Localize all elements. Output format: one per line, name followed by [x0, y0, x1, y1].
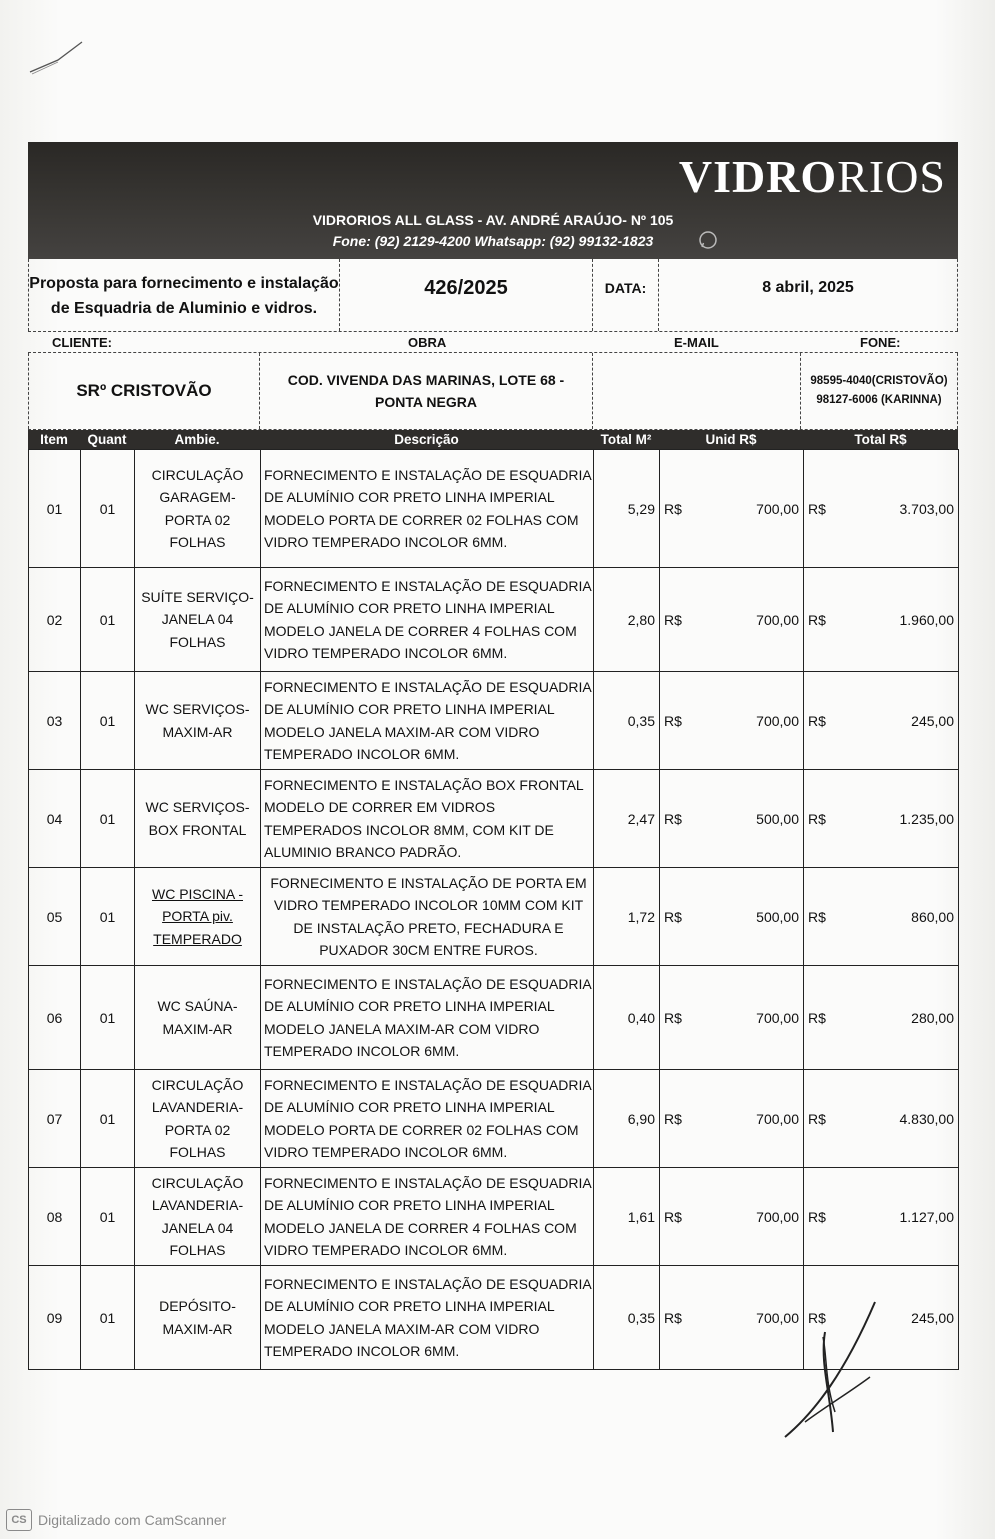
currency-symbol: R$ [808, 810, 826, 827]
col-quant: Quant [87, 432, 127, 447]
item-total [804, 568, 959, 672]
currency-symbol: R$ [664, 1009, 682, 1026]
item-total [804, 672, 959, 770]
currency-symbol: R$ [808, 1309, 826, 1326]
client-name: SRº CRISTOVÃO [28, 353, 260, 429]
item-description: FORNECIMENTO E INSTALAÇÃO DE PORTA EM VIDRO TEMPERADO INCOLOR 10MM COM KIT DE INSTALAÇÃO PRETO, FECHADURA E PUXADOR 30CM ENTRE FUROS. [261, 868, 594, 966]
item-number: 02 [29, 568, 81, 672]
item-total [804, 868, 959, 966]
total-price-value: 1.127,00 [899, 1208, 954, 1225]
col-ambiente: Ambie. [174, 432, 220, 447]
item-description: FORNECIMENTO E INSTALAÇÃO DE ESQUADRIA DE ALUMÍNIO COR PRETO LINHA IMPERIAL MODELO JANELA DE CORRER 4 FOLHAS COM VIDRO TEMPERADO INCOLOR 6MM. [261, 1168, 594, 1266]
item-total [804, 450, 959, 568]
currency-symbol: R$ [808, 712, 826, 729]
unit-price-value: 500,00 [756, 810, 799, 827]
email-label: E-MAIL [674, 335, 719, 350]
item-ambiente [135, 868, 261, 966]
item-quantity: 01 [81, 1070, 135, 1168]
date-label: DATA: [593, 259, 659, 331]
total-price-value: 1.960,00 [899, 611, 954, 628]
camscanner-logo: CS [6, 1509, 32, 1531]
currency-symbol: R$ [664, 810, 682, 827]
unit-price-value: 700,00 [756, 712, 799, 729]
client-phones [801, 353, 958, 429]
item-total-m2: 0,35 [594, 672, 660, 770]
item-total [804, 770, 959, 868]
unit-price-value: 700,00 [756, 1208, 799, 1225]
item-ambiente-text: WC PISCINA - PORTA piv. TEMPERADO [151, 885, 243, 947]
table-row [29, 568, 959, 672]
currency-symbol: R$ [664, 1208, 682, 1225]
item-ambiente: WC SERVIÇOS- MAXIM-AR [135, 672, 261, 770]
item-quantity: 01 [81, 672, 135, 770]
item-total [804, 1168, 959, 1266]
col-total-m2: Total M² [600, 432, 652, 447]
table-row [29, 672, 959, 770]
item-number: 04 [29, 770, 81, 868]
client-row [28, 353, 958, 430]
item-total-m2: 0,40 [594, 966, 660, 1070]
item-number: 07 [29, 1070, 81, 1168]
unit-price-value: 700,00 [756, 611, 799, 628]
currency-symbol: R$ [664, 1309, 682, 1326]
currency-symbol: R$ [664, 500, 682, 517]
item-unit-price [660, 568, 804, 672]
signature [775, 1282, 885, 1442]
currency-symbol: R$ [808, 1009, 826, 1026]
table-row [29, 1168, 959, 1266]
table-row [29, 868, 959, 966]
item-quantity: 01 [81, 568, 135, 672]
total-price-value: 1.235,00 [899, 810, 954, 827]
items-table [28, 449, 959, 1370]
item-description: FORNECIMENTO E INSTALAÇÃO DE ESQUADRIA DE ALUMÍNIO COR PRETO LINHA IMPERIAL MODELO PORTA DE CORRER 02 FOLHAS COM VIDRO TEMPERADO INCOLOR 6MM. [261, 1070, 594, 1168]
unit-price-value: 700,00 [756, 1110, 799, 1127]
item-total [804, 1070, 959, 1168]
client-phone-1: 98595-4040(CRISTOVÃO) [810, 375, 948, 387]
item-number: 06 [29, 966, 81, 1070]
company-header [28, 142, 958, 259]
item-number: 01 [29, 450, 81, 568]
company-contact: Fone: (92) 2129-4200 Whatsapp: (92) 99132-1823 [332, 233, 654, 249]
unit-price-value: 700,00 [756, 1309, 799, 1326]
currency-symbol: R$ [808, 611, 826, 628]
total-price-value: 245,00 [911, 712, 954, 729]
proposal-date: 8 abril, 2025 [659, 259, 958, 331]
item-ambiente: WC SAÚNA- MAXIM-AR [135, 966, 261, 1070]
proposal-info-row [28, 259, 958, 332]
item-quantity: 01 [81, 1168, 135, 1266]
item-description: FORNECIMENTO E INSTALAÇÃO DE ESQUADRIA DE ALUMÍNIO COR PRETO LINHA IMPERIAL MODELO JANELA DE CORRER 4 FOLHAS COM VIDRO TEMPERADO INCOLOR 6MM. [261, 568, 594, 672]
item-ambiente: CIRCULAÇÃO LAVANDERIA- JANELA 04 FOLHAS [135, 1168, 261, 1266]
total-price-value: 860,00 [911, 908, 954, 925]
col-unid: Unid R$ [705, 432, 757, 447]
table-row [29, 966, 959, 1070]
col-item: Item [40, 432, 68, 447]
item-total-m2: 5,29 [594, 450, 660, 568]
unit-price-value: 500,00 [756, 908, 799, 925]
item-ambiente: WC SERVIÇOS- BOX FRONTAL [135, 770, 261, 868]
item-total-m2: 6,90 [594, 1070, 660, 1168]
item-number: 05 [29, 868, 81, 966]
item-total [804, 966, 959, 1070]
item-description: FORNECIMENTO E INSTALAÇÃO DE ESQUADRIA DE ALUMÍNIO COR PRETO LINHA IMPERIAL MODELO JANELA MAXIM-AR COM VIDRO TEMPERADO INCOLOR 6MM. [261, 672, 594, 770]
total-price-value: 3.703,00 [899, 500, 954, 517]
table-row [29, 450, 959, 568]
item-unit-price [660, 770, 804, 868]
currency-symbol: R$ [664, 712, 682, 729]
item-quantity: 01 [81, 770, 135, 868]
currency-symbol: R$ [664, 611, 682, 628]
item-quantity: 01 [81, 1266, 135, 1370]
currency-symbol: R$ [664, 1110, 682, 1127]
item-description: FORNECIMENTO E INSTALAÇÃO DE ESQUADRIA DE ALUMÍNIO COR PRETO LINHA IMPERIAL MODELO PORTA DE CORRER 02 FOLHAS COM VIDRO TEMPERADO INCOLOR 6MM. [261, 450, 594, 568]
obra-label: OBRA [408, 335, 447, 350]
item-unit-price [660, 966, 804, 1070]
col-descricao: Descrição [394, 432, 459, 447]
total-price-value: 245,00 [911, 1309, 954, 1326]
unit-price-value: 700,00 [756, 1009, 799, 1026]
unit-price-value: 700,00 [756, 500, 799, 517]
currency-symbol: R$ [664, 908, 682, 925]
item-unit-price [660, 868, 804, 966]
whatsapp-icon [698, 230, 718, 250]
pen-mark [28, 40, 88, 80]
fone-label: FONE: [860, 335, 901, 350]
field-labels [28, 333, 958, 353]
item-number: 08 [29, 1168, 81, 1266]
item-total-m2: 2,80 [594, 568, 660, 672]
proposal-number: 426/2025 [340, 259, 593, 331]
company-address: VIDRORIOS ALL GLASS - AV. ANDRÉ ARAÚJO- Nº 105 [312, 212, 674, 228]
item-unit-price [660, 672, 804, 770]
col-total: Total R$ [854, 432, 907, 447]
currency-symbol: R$ [808, 908, 826, 925]
item-quantity: 01 [81, 966, 135, 1070]
item-description: FORNECIMENTO E INSTALAÇÃO DE ESQUADRIA DE ALUMÍNIO COR PRETO LINHA IMPERIAL MODELO JANELA MAXIM-AR COM VIDRO TEMPERADO INCOLOR 6MM. [261, 966, 594, 1070]
item-total-m2: 2,47 [594, 770, 660, 868]
item-number: 03 [29, 672, 81, 770]
total-price-value: 4.830,00 [899, 1110, 954, 1127]
total-price-value: 280,00 [911, 1009, 954, 1026]
item-description: FORNECIMENTO E INSTALAÇÃO BOX FRONTAL MODELO DE CORRER EM VIDROS TEMPERADOS INCOLOR 8MM, COM KIT DE ALUMINIO BRANCO PADRÃO. [261, 770, 594, 868]
item-unit-price [660, 450, 804, 568]
item-ambiente: CIRCULAÇÃO GARAGEM- PORTA 02 FOLHAS [135, 450, 261, 568]
client-phone-2: 98127-6006 (KARINNA) [816, 394, 942, 406]
item-quantity: 01 [81, 450, 135, 568]
item-total-m2: 1,61 [594, 1168, 660, 1266]
company-logo: VIDRORIOS [678, 151, 946, 202]
currency-symbol: R$ [808, 1110, 826, 1127]
table-header [28, 430, 958, 449]
item-total-m2: 1,72 [594, 868, 660, 966]
scanner-watermark [6, 1509, 226, 1531]
item-description: FORNECIMENTO E INSTALAÇÃO DE ESQUADRIA DE ALUMÍNIO COR PRETO LINHA IMPERIAL MODELO JANELA MAXIM-AR COM VIDRO TEMPERADO INCOLOR 6MM. [261, 1266, 594, 1370]
item-ambiente: DEPÓSITO- MAXIM-AR [135, 1266, 261, 1370]
currency-symbol: R$ [808, 1208, 826, 1225]
table-row [29, 1070, 959, 1168]
client-obra: COD. VIVENDA DAS MARINAS, LOTE 68 - PONTA NEGRA [260, 353, 593, 429]
item-quantity: 01 [81, 868, 135, 966]
item-number: 09 [29, 1266, 81, 1370]
client-email [593, 353, 801, 429]
proposal-title: Proposta para fornecimento e instalação de Esquadria de Aluminio e vidros. [28, 259, 340, 331]
cliente-label: CLIENTE: [52, 335, 112, 350]
item-total-m2: 0,35 [594, 1266, 660, 1370]
table-row [29, 770, 959, 868]
item-ambiente: CIRCULAÇÃO LAVANDERIA- PORTA 02 FOLHAS [135, 1070, 261, 1168]
currency-symbol: R$ [808, 500, 826, 517]
quote-document [28, 142, 958, 1370]
scanner-text: Digitalizado com CamScanner [38, 1512, 227, 1528]
item-ambiente: SUÍTE SERVIÇO- JANELA 04 FOLHAS [135, 568, 261, 672]
item-unit-price [660, 1070, 804, 1168]
item-unit-price [660, 1168, 804, 1266]
